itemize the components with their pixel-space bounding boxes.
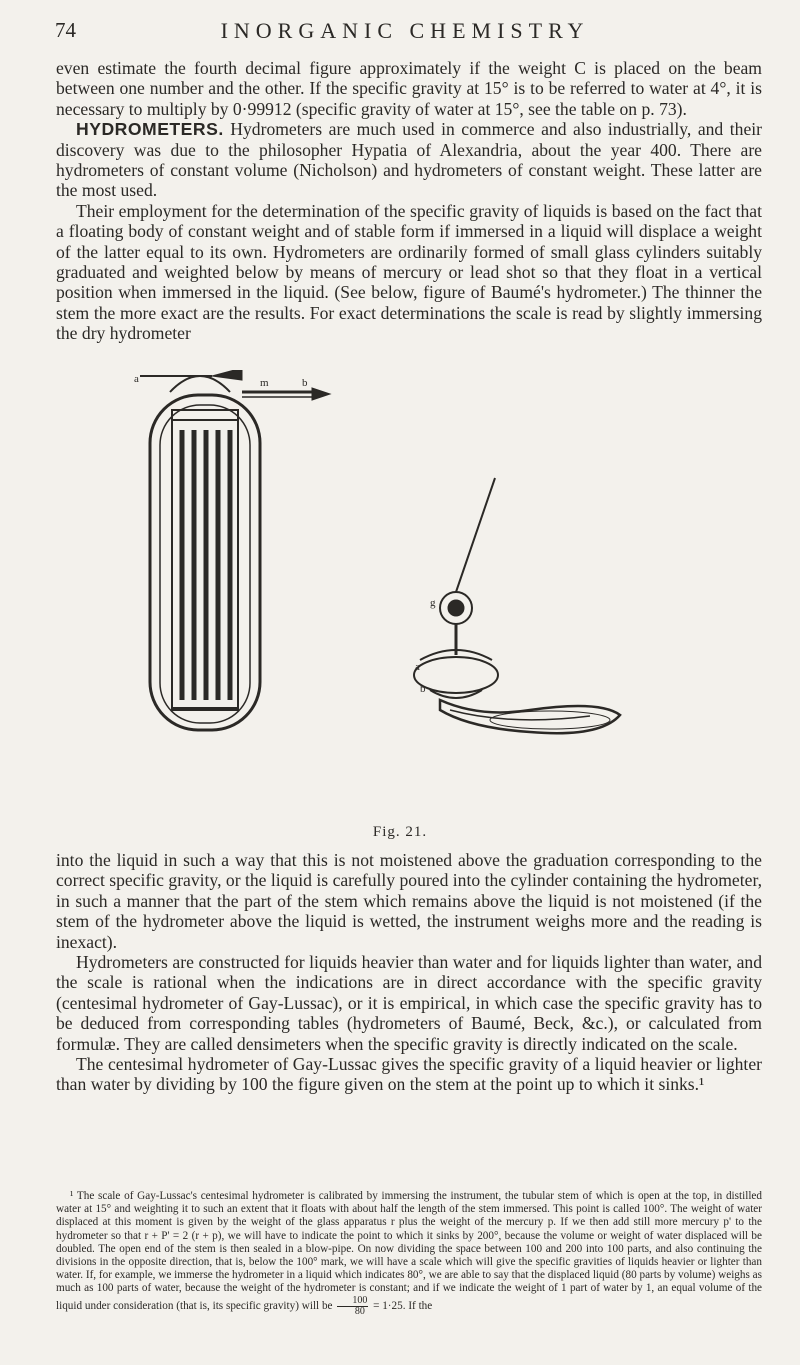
figure-caption: Fig. 21. [372, 824, 428, 840]
label-a-bulb: a [415, 661, 420, 673]
footnote-tail: = 1·25. If the [373, 1299, 433, 1312]
fraction [337, 1296, 368, 1317]
paragraph-principle: Their employment for the determination of the specific gravity of liquids is based on the fact that a floating body of constant weight and of stable form if immersed in a liquid will displace a weight of the latter equal to its own. Hydrometers are ordinarily formed of small glass cylinders suitably graduated and weighted below by means of mercury or lead shot so that they float in a vertical position when immersed in the liquid. (See below, figure of Baumé's hydrometer.) The thinner the stem the more exact are the results. For exact determinations the scale is read by slightly immersing the dry hydrometer [56, 200, 762, 344]
label-g: g [430, 597, 436, 609]
paragraph-reading: into the liquid in such a way that this is not moistened above the graduation corresponding to the correct specific gravity, or the liquid is carefully poured into the cylinder containing the hydrometer, in such a manner that the part of the stem which remains above the liquid is not moistened (if the stem of the hydrometer above the liquid is wetted, the instrument weighs more and the reading is inexact). [56, 850, 762, 952]
hydrometer-illustration [130, 370, 690, 820]
footnote-paragraph [56, 1190, 762, 1317]
fraction-denominator: 80 [354, 1305, 365, 1317]
running-title: INORGANIC CHEMISTRY [220, 18, 590, 43]
page-header [55, 18, 755, 46]
fraction-numerator: 100 [337, 1296, 368, 1307]
figure-21 [130, 370, 690, 820]
bottom-text-block [56, 850, 762, 1095]
footnote-text: ¹ The scale of Gay-Lussac's centesimal hydrometer is calibrated by immersing the instrument, the tubular stem of which is open at the top, in distilled water at 15° and weighting it to such an extent that it floats with about half the length of the stem immersed. This point is called 100°. The weight of water displaced at this moment is given by the weight of the glass apparatus r plus the weight of the mercury p. If we then add still more mercury p' to the hydrometer so that r + P' = 2 (r + p), we will have to indicate the point to which it sinks by 200°, because the volume or weight of water displaced will be doubled. The open end of the stem is then sealed in a blow-pipe. On now dividing the space between 100 and 200 into 100 parts, and also continuing the divisions in the opposite direction, that is, below the 100° mark, we will have a scale which will give the specific gravities of liquids heavier or lighter than water. If, for example, we immerse the hydrometer in a liquid which indicates 80°, we are able to say that the displaced liquid (80 parts by volume) weighs as much as 100 parts of water, because the weight of the hydrometer is constant; and if we indicate the weight of 1 part of water by 1, an equal volume of the liquid under consideration (that is, its specific gravity) will be [56, 1190, 762, 1312]
paragraph-continuation: even estimate the fourth decimal figure approximately if the weight C is placed on the beam between one number and the other. If the specific gravity at 15° is to be referred to water at 4°, it is necessary to multiply by 0·99912 (specific gravity of water at 15°, see the table on p. 73). [56, 58, 762, 119]
label-b-right: b [302, 377, 308, 389]
paragraph-construction: Hydrometers are constructed for liquids heavier than water and for liquids lighter than water, and the scale is rational when the indications are in direct accordance with the specific gravity (centesimal hydrometer of Gay-Lussac), or it is empirical, in which case the specific gravity has to be deduced from corresponding tables (hydrometers of Baumé, Beck, &c.), or calculated from formulæ. They are called densimeters when the specific gravity is directly indicated on the scale. [56, 952, 762, 1054]
top-text-block [56, 58, 762, 344]
label-a-left: a [134, 373, 139, 385]
page-number: 74 [55, 18, 76, 42]
label-b-bulb: b [420, 683, 426, 695]
paragraph-hydrometers-body: Hydrometers are much used in commerce and also industrially, and their discovery was due to the philosopher Hypatia of Alexandria, about the year 400. There are hydrometers of constant volume (Nicholson) and hydrometers of constant weight. These latter are the most used. [56, 119, 762, 201]
cylinder-apparatus [140, 370, 330, 730]
paragraph-hydrometers [56, 119, 762, 201]
label-m: m [260, 377, 269, 389]
footnote [56, 1190, 762, 1317]
paragraph-gay-lussac: The centesimal hydrometer of Gay-Lussac gives the specific gravity of a liquid heavier or lighter than water by dividing by 100 the figure given on the stem at the point up to which it sinks.¹ [56, 1054, 762, 1095]
section-heading: HYDROMETERS. [76, 119, 224, 140]
hydrometer-instrument [414, 478, 620, 733]
